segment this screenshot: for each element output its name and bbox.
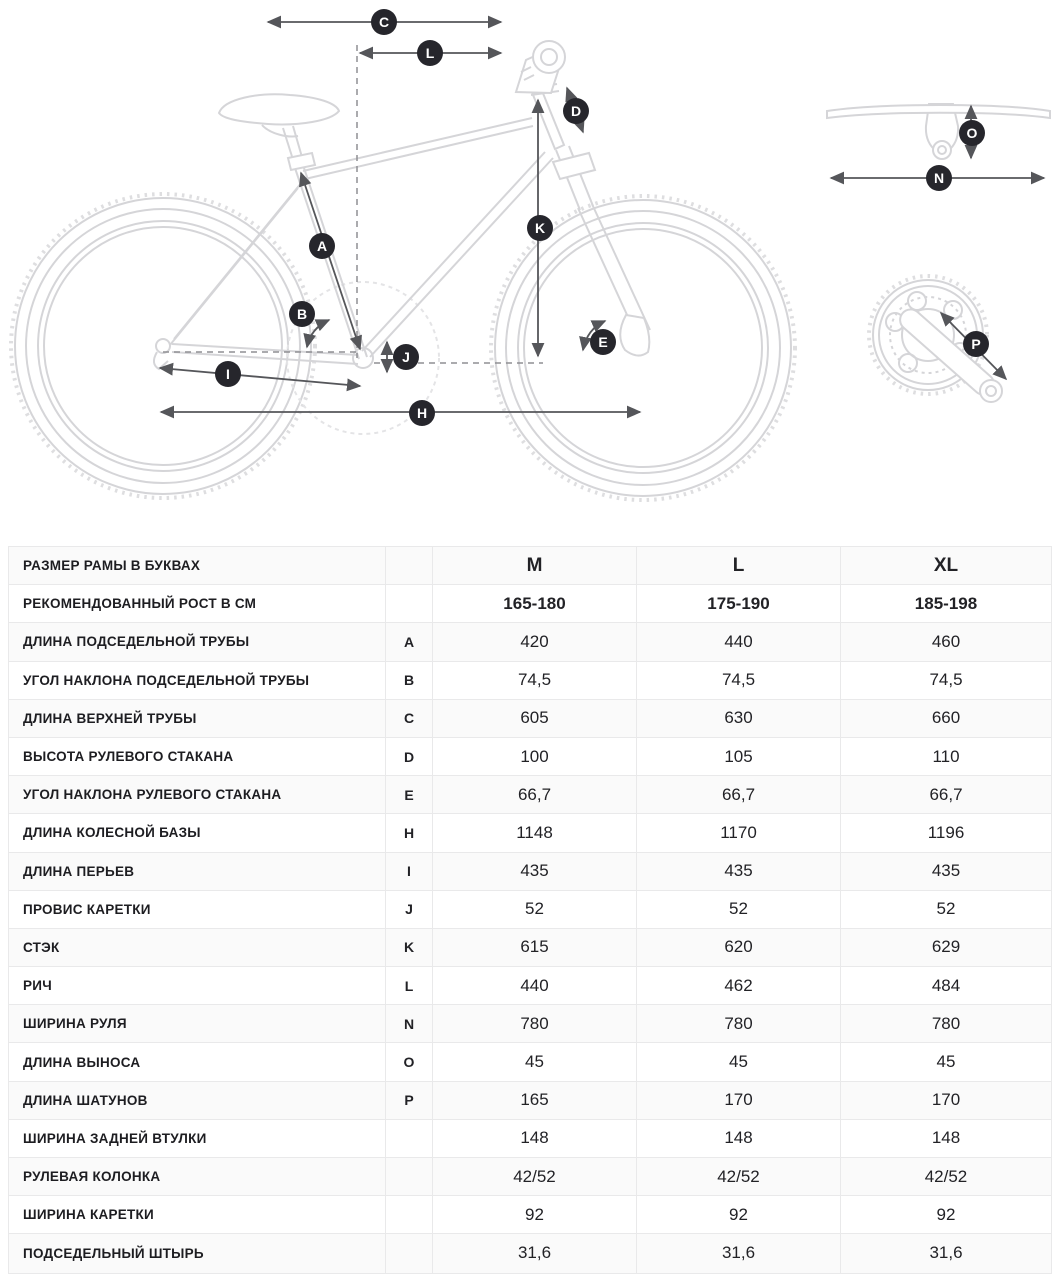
row-label: ВЫСОТА РУЛЕВОГО СТАКАНА <box>9 738 386 775</box>
row-label: ПРОВИС КАРЕТКИ <box>9 891 386 928</box>
dim-badge-O: O <box>959 120 985 146</box>
cell-value-m: 1148 <box>433 814 637 851</box>
dim-badge-P: P <box>963 331 989 357</box>
cell-value-xl: 74,5 <box>929 670 963 690</box>
cell-value-l: 66,7 <box>637 776 841 813</box>
cell-value-xl: 484 <box>931 975 961 995</box>
cell-value-m: 420 <box>433 623 637 660</box>
row-label: ДЛИНА ШАТУНОВ <box>9 1082 386 1119</box>
headtube-art <box>516 41 565 149</box>
row-label: ПОДСЕДЕЛЬНЫЙ ШТЫРЬ <box>9 1234 386 1272</box>
table-row-O <box>9 1043 1051 1081</box>
row-letter: K <box>386 929 433 966</box>
cell-value-xl: 629 <box>931 937 961 957</box>
dim-badge-K: K <box>527 215 553 241</box>
cell-value-l: 74,5 <box>637 662 841 699</box>
table-row-r19 <box>9 1234 1051 1272</box>
cell-value-l: 462 <box>637 967 841 1004</box>
table-row-r17 <box>9 1158 1051 1196</box>
row-label: ДЛИНА ПОДСЕДЕЛЬНОЙ ТРУБЫ <box>9 623 386 660</box>
cell-value-m: 440 <box>433 967 637 1004</box>
table-row-K <box>9 929 1051 967</box>
row-letter <box>386 585 433 622</box>
cell-value-l: 630 <box>637 700 841 737</box>
row-letter <box>386 1196 433 1233</box>
table-row-B <box>9 662 1051 700</box>
cell-value-m: 31,6 <box>433 1234 637 1272</box>
row-letter: C <box>386 700 433 737</box>
cell-value-m: 52 <box>433 891 637 928</box>
table-row-r18 <box>9 1196 1051 1234</box>
table-row-A <box>9 623 1051 661</box>
cell-value-xl: 92 <box>936 1204 956 1224</box>
bike-line-art <box>11 41 1050 500</box>
cell-value-m: 165-180 <box>433 585 637 622</box>
cell-value-m: 74,5 <box>433 662 637 699</box>
row-letter: N <box>386 1005 433 1042</box>
table-row-C <box>9 700 1051 738</box>
rear-wheel-art <box>11 194 315 498</box>
row-label: ШИРИНА КАРЕТКИ <box>9 1196 386 1233</box>
handlebar-art <box>827 104 1050 159</box>
row-letter: B <box>386 662 433 699</box>
row-letter: L <box>386 967 433 1004</box>
row-letter <box>386 547 433 584</box>
dim-badge-E: E <box>590 329 616 355</box>
cell-value-xl: 31,6 <box>929 1243 963 1263</box>
cell-value-m: 435 <box>433 853 637 890</box>
table-row-L <box>9 967 1051 1005</box>
row-label: РИЧ <box>9 967 386 1004</box>
cell-value-xl: 45 <box>936 1052 956 1072</box>
cell-value-l: 52 <box>637 891 841 928</box>
cell-value-m: M <box>433 547 637 584</box>
cell-value-m: 45 <box>433 1043 637 1080</box>
dim-badge-L: L <box>417 40 443 66</box>
row-label: СТЭК <box>9 929 386 966</box>
cell-value-l: 780 <box>637 1005 841 1042</box>
dim-badge-A: A <box>309 233 335 259</box>
table-row-P <box>9 1082 1051 1120</box>
table-row-r16 <box>9 1120 1051 1158</box>
cell-value-m: 66,7 <box>433 776 637 813</box>
cell-value-m: 615 <box>433 929 637 966</box>
table-row-N <box>9 1005 1051 1043</box>
row-label: ШИРИНА ЗАДНЕЙ ВТУЛКИ <box>9 1120 386 1157</box>
dim-badge-J: J <box>393 344 419 370</box>
row-label: РУЛЕВАЯ КОЛОНКА <box>9 1158 386 1195</box>
cell-value-l: 435 <box>637 853 841 890</box>
cell-value-m: 100 <box>433 738 637 775</box>
cell-value-xl: XL <box>933 554 959 576</box>
fork-art <box>553 146 650 356</box>
table-row-r2 <box>9 585 1051 623</box>
row-letter: J <box>386 891 433 928</box>
table-row-H <box>9 814 1051 852</box>
dim-line-I <box>160 368 360 386</box>
table-row-J <box>9 891 1051 929</box>
table-row-E <box>9 776 1051 814</box>
cell-value-m: 148 <box>433 1120 637 1157</box>
cell-value-m: 605 <box>433 700 637 737</box>
cell-value-l: 170 <box>637 1082 841 1119</box>
row-label: РЕКОМЕНДОВАННЫЙ РОСТ В СМ <box>9 585 386 622</box>
dim-badge-N: N <box>926 165 952 191</box>
cell-value-xl: 460 <box>931 631 961 651</box>
cell-value-l: 31,6 <box>637 1234 841 1272</box>
row-letter <box>386 1120 433 1157</box>
cell-value-m: 42/52 <box>433 1158 637 1195</box>
cell-value-l: 45 <box>637 1043 841 1080</box>
row-label: РАЗМЕР РАМЫ В БУКВАХ <box>9 547 386 584</box>
geometry-diagram-svg <box>0 0 1059 545</box>
cell-value-xl: 66,7 <box>929 784 963 804</box>
cell-value-xl: 170 <box>931 1090 961 1110</box>
geometry-table <box>8 546 1052 1274</box>
cell-value-xl: 52 <box>936 899 956 919</box>
cell-value-xl: 1196 <box>927 822 965 842</box>
cell-value-xl: 148 <box>931 1128 961 1148</box>
bike-geometry-diagram <box>0 0 1059 545</box>
row-letter <box>386 1234 433 1272</box>
row-letter: P <box>386 1082 433 1119</box>
row-label: УГОЛ НАКЛОНА РУЛЕВОГО СТАКАНА <box>9 776 386 813</box>
row-letter: I <box>386 853 433 890</box>
row-letter: D <box>386 738 433 775</box>
saddle-art <box>219 94 339 170</box>
cell-value-l: 42/52 <box>637 1158 841 1195</box>
row-label: ДЛИНА ПЕРЬЕВ <box>9 853 386 890</box>
cell-value-m: 92 <box>433 1196 637 1233</box>
dim-badge-C: C <box>371 9 397 35</box>
row-label: ДЛИНА КОЛЕСНОЙ БАЗЫ <box>9 814 386 851</box>
row-label: ШИРИНА РУЛЯ <box>9 1005 386 1042</box>
cell-value-xl: 780 <box>931 1013 961 1033</box>
cell-value-xl: 435 <box>931 861 961 881</box>
dim-badge-I: I <box>215 361 241 387</box>
dim-badge-B: B <box>289 301 315 327</box>
row-letter <box>386 1158 433 1195</box>
cell-value-l: 105 <box>637 738 841 775</box>
table-row-D <box>9 738 1051 776</box>
cell-value-l: 92 <box>637 1196 841 1233</box>
table-row-r1 <box>9 547 1051 585</box>
cell-value-l: L <box>637 547 841 584</box>
row-label: УГОЛ НАКЛОНА ПОДСЕДЕЛЬНОЙ ТРУБЫ <box>9 662 386 699</box>
cell-value-l: 148 <box>637 1120 841 1157</box>
dim-badge-D: D <box>563 98 589 124</box>
cell-value-l: 1170 <box>637 814 841 851</box>
cell-value-xl: 185-198 <box>914 593 978 613</box>
cell-value-xl: 660 <box>931 708 961 728</box>
cell-value-l: 175-190 <box>637 585 841 622</box>
row-letter: O <box>386 1043 433 1080</box>
cell-value-m: 165 <box>433 1082 637 1119</box>
cell-value-xl: 42/52 <box>924 1166 968 1186</box>
table-row-I <box>9 853 1051 891</box>
row-label: ДЛИНА ВЕРХНЕЙ ТРУБЫ <box>9 700 386 737</box>
cell-value-m: 780 <box>433 1005 637 1042</box>
cell-value-l: 620 <box>637 929 841 966</box>
row-letter: A <box>386 623 433 660</box>
dim-badge-H: H <box>409 400 435 426</box>
cell-value-xl: 110 <box>932 746 960 766</box>
row-label: ДЛИНА ВЫНОСА <box>9 1043 386 1080</box>
row-letter: E <box>386 776 433 813</box>
row-letter: H <box>386 814 433 851</box>
cell-value-l: 440 <box>637 623 841 660</box>
